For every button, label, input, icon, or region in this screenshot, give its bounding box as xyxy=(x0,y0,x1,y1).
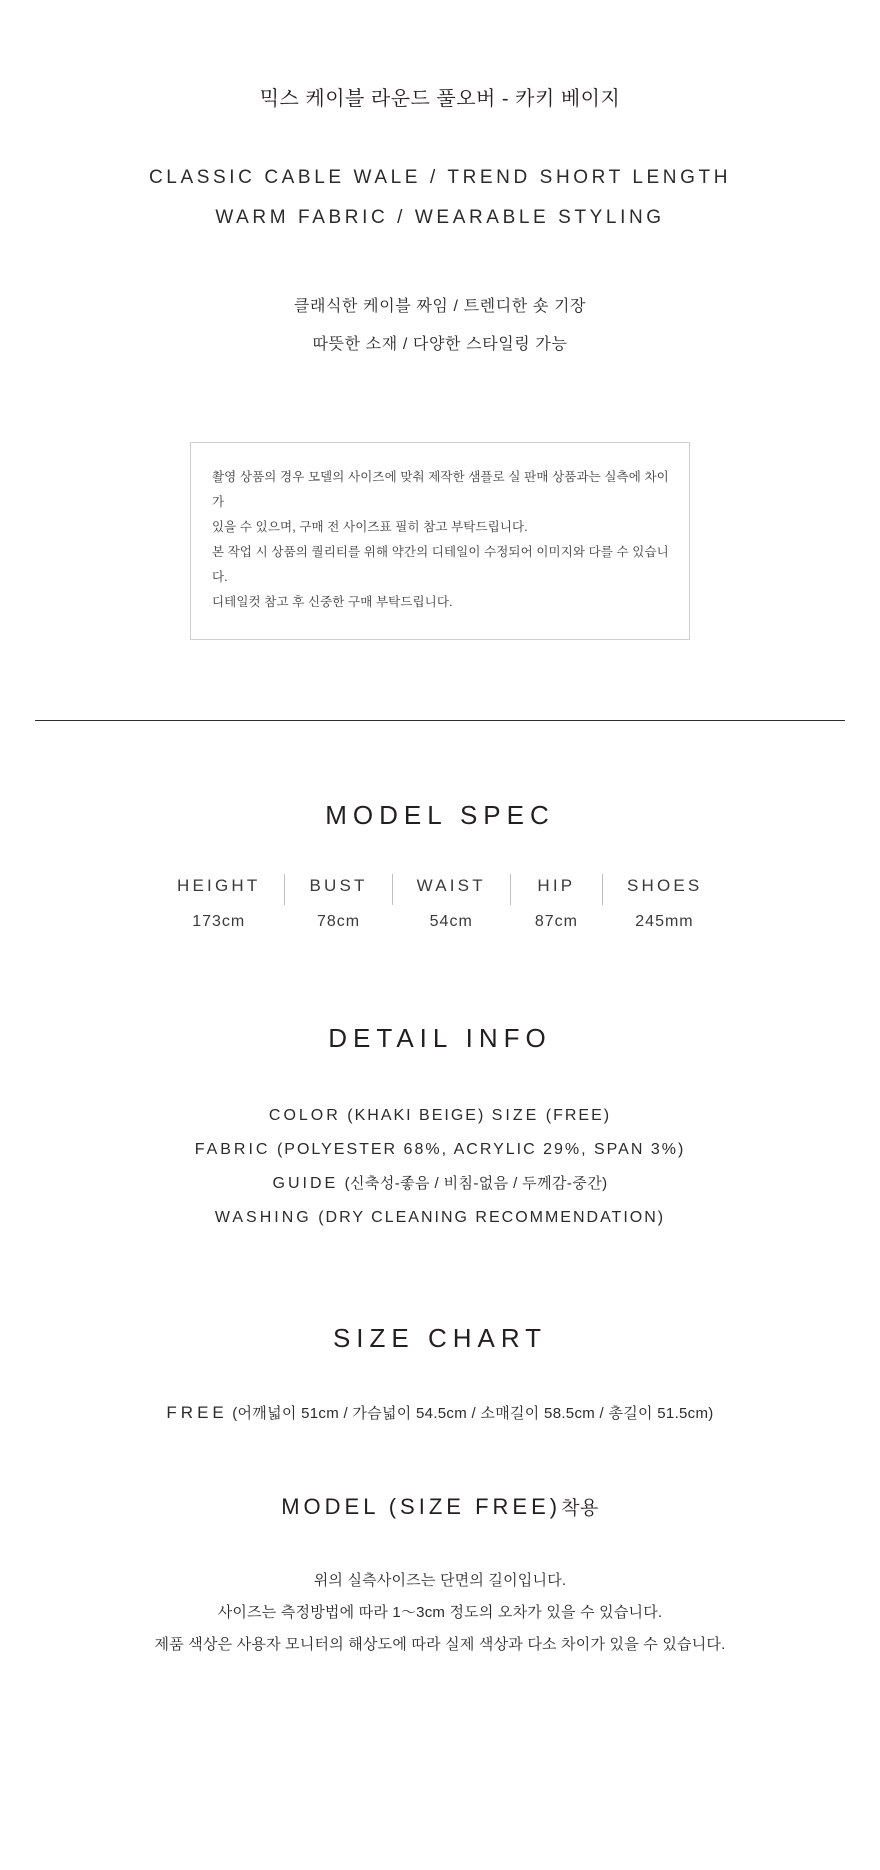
spec-label: SHOES xyxy=(626,876,703,895)
notice-line: 본 작업 시 상품의 퀄리티를 위해 약간의 디테일이 수정되어 이미지와 다를 수 있습니다. xyxy=(212,545,669,584)
model-wear-suffix: 착용 xyxy=(561,1498,599,1519)
detail-value: (신축성-좋음 / 비침-없음 / 두께감-중간) xyxy=(344,1175,608,1192)
english-tagline-block xyxy=(0,158,880,238)
detail-value: (DRY CLEANING RECOMMENDATION) xyxy=(318,1209,666,1226)
detail-value: (POLYESTER 68%, ACRYLIC 29%, SPAN 3%) xyxy=(276,1141,686,1158)
spec-value: 54cm xyxy=(429,913,473,930)
spec-value: 78cm xyxy=(316,913,361,930)
detail-value: (KHAKI BEIGE) xyxy=(347,1107,486,1124)
model-wear-line xyxy=(0,1493,880,1520)
notice-line: 디테일컷 참고 후 신중한 구매 부탁드립니다. xyxy=(212,595,453,609)
detail-info-row xyxy=(0,1099,880,1133)
footer-notes xyxy=(0,1565,880,1661)
detail-info-row xyxy=(0,1201,880,1235)
korean-tagline-block xyxy=(0,288,880,364)
notice-wrapper xyxy=(0,442,880,640)
notice-line: 촬영 상품의 경우 모델의 사이즈에 맞춰 제작한 샘플로 실 판매 상품과는 실측에 차이가 xyxy=(212,470,669,509)
size-chart-value: (어깨넓이 51cm / 가슴넓이 54.5cm / 소매길이 58.5cm / 총길이 51.5cm) xyxy=(232,1405,714,1422)
size-chart-heading: SIZE CHART xyxy=(332,1323,548,1353)
detail-info-row xyxy=(0,1133,880,1167)
korean-tagline-line: 클래식한 케이블 짜임 / 트렌디한 숏 기장 xyxy=(293,298,587,315)
model-spec-table xyxy=(153,874,727,935)
model-spec-heading: MODEL SPEC xyxy=(325,800,555,830)
detail-label: WASHING xyxy=(214,1209,312,1226)
table-row xyxy=(153,905,726,935)
footer-note-line: 사이즈는 측정방법에 따라 1〜3cm 정도의 오차가 있을 수 있습니다. xyxy=(217,1604,663,1621)
footer-note-line: 위의 실측사이즈는 단면의 길이입니다. xyxy=(313,1572,567,1589)
spec-label: BUST xyxy=(285,874,392,905)
spec-label: WAIST xyxy=(392,874,510,905)
spec-value: 173cm xyxy=(192,913,246,930)
korean-tagline-line: 따뜻한 소재 / 다양한 스타일링 가능 xyxy=(312,336,568,353)
english-tagline-line: CLASSIC CABLE WALE / TREND SHORT LENGTH xyxy=(148,167,732,188)
detail-value: (FREE) xyxy=(545,1107,612,1124)
product-title: 믹스 케이블 라운드 풀오버 - 카키 베이지 xyxy=(259,88,621,110)
detail-info-block xyxy=(0,1099,880,1235)
english-tagline-line: WARM FABRIC / WEARABLE STYLING xyxy=(215,207,665,228)
footer-note-line: 제품 색상은 사용자 모니터의 해상도에 따라 실제 색상과 다소 차이가 있을 수 있습니다. xyxy=(154,1636,726,1653)
detail-label: COLOR xyxy=(268,1107,341,1124)
detail-info-row xyxy=(0,1167,880,1201)
detail-info-heading: DETAIL INFO xyxy=(328,1023,552,1053)
model-wear-text: MODEL (SIZE FREE) xyxy=(281,1494,562,1519)
spec-value: 245mm xyxy=(635,913,694,930)
detail-label: SIZE xyxy=(491,1107,540,1124)
detail-label: FABRIC xyxy=(194,1141,271,1158)
size-chart-label: FREE xyxy=(166,1403,228,1422)
notice-line: 있을 수 있으며, 구매 전 사이즈표 필히 참고 부탁드립니다. xyxy=(212,520,528,534)
size-chart-row xyxy=(0,1402,880,1423)
section-divider xyxy=(35,720,845,721)
spec-value: 87cm xyxy=(534,913,578,930)
spec-label: HEIGHT xyxy=(153,874,285,905)
detail-label: GUIDE xyxy=(272,1175,339,1192)
spec-label: HIP xyxy=(510,874,602,905)
notice-box xyxy=(190,442,690,640)
table-row-header xyxy=(153,874,726,905)
